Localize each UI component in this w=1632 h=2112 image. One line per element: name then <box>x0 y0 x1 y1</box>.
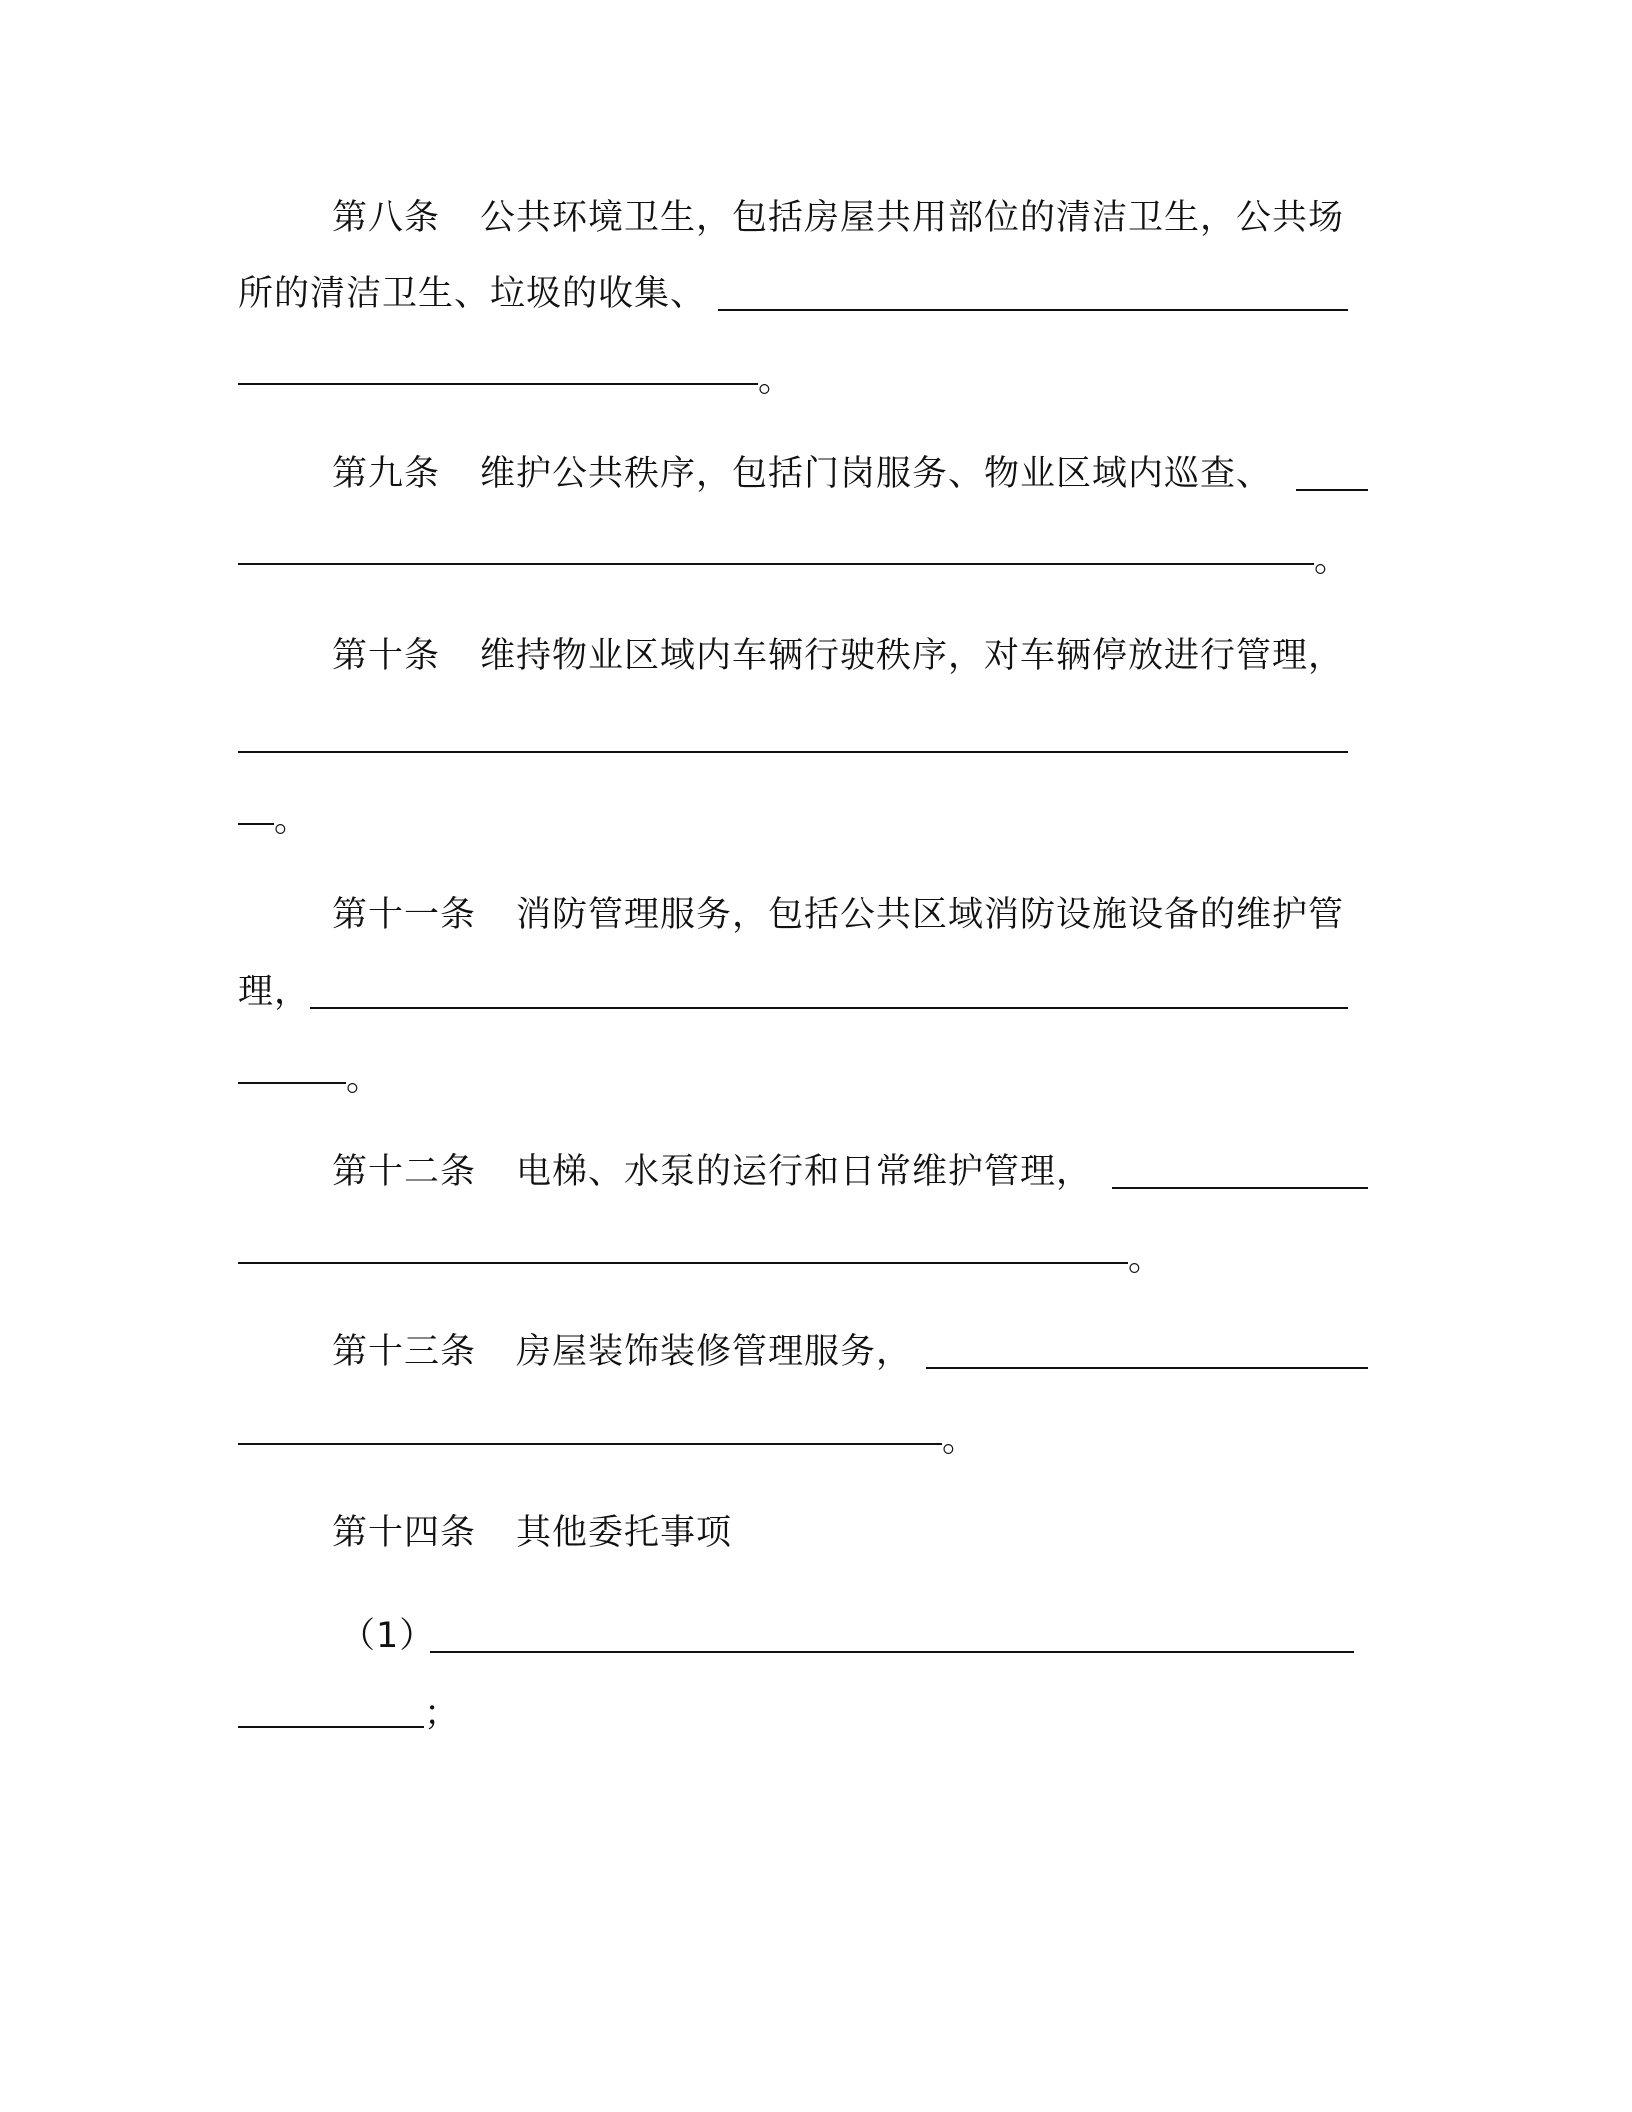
article-12-number: 第十二条 <box>332 1152 477 1192</box>
article-13-blank-1 <box>926 1367 1368 1369</box>
item-1-blank-2 <box>238 1726 424 1728</box>
article-8-line1 <box>332 196 1344 240</box>
article-12-blank-2 <box>238 1262 1128 1264</box>
article-8-line2: 所的清洁卫生、垃圾的收集、 <box>238 274 707 314</box>
article-12-blank-1 <box>1112 1187 1368 1189</box>
article-10-number: 第十条 <box>332 636 441 676</box>
article-10-line1 <box>332 634 1344 678</box>
article-11-text: 消防管理服务，包括公共区域消防设施设备的维护管 <box>516 895 1345 935</box>
article-13-number: 第十三条 <box>332 1332 477 1372</box>
article-14-text: 其他委托事项 <box>516 1513 733 1553</box>
article-14-number: 第十四条 <box>332 1513 477 1553</box>
article-13-text: 房屋装饰装修管理服务， <box>516 1332 913 1372</box>
article-11-line2: 理， <box>238 972 311 1012</box>
article-13-blank-2 <box>238 1443 942 1445</box>
item-1-blank-1 <box>430 1651 1354 1653</box>
article-10-end: 。 <box>274 800 311 840</box>
article-11-line1 <box>332 893 1344 937</box>
article-11-number: 第十一条 <box>332 895 477 935</box>
article-10-blank-1 <box>238 751 1348 753</box>
article-8-end: 。 <box>758 360 795 400</box>
article-14-line1 <box>332 1511 732 1555</box>
article-10-text: 维持物业区域内车辆行驶秩序，对车辆停放进行管理， <box>480 636 1345 676</box>
article-9-text: 维护公共秩序，包括门岗服务、物业区域内巡查、 <box>480 454 1273 494</box>
article-9-line1 <box>332 452 1272 496</box>
article-13-end: 。 <box>942 1420 979 1460</box>
article-12-text: 电梯、水泵的运行和日常维护管理， <box>516 1152 1093 1192</box>
article-10-blank-2 <box>238 823 274 825</box>
article-12-end: 。 <box>1128 1239 1165 1279</box>
article-11-end: 。 <box>346 1059 383 1099</box>
article-12-line1 <box>332 1150 1092 1194</box>
article-9-blank-1 <box>1296 489 1368 491</box>
article-11-blank-1 <box>310 1007 1348 1009</box>
article-8-number: 第八条 <box>332 198 441 238</box>
article-9-number: 第九条 <box>332 454 441 494</box>
item-1-label: （1） <box>340 1616 436 1656</box>
article-9-end: 。 <box>1314 540 1351 580</box>
article-8-blank-1 <box>718 309 1348 311</box>
article-8-text: 公共环境卫生，包括房屋共用部位的清洁卫生，公共场 <box>480 198 1345 238</box>
article-13-line1 <box>332 1330 912 1374</box>
item-1-end: ； <box>424 1694 461 1734</box>
article-8-blank-2 <box>238 383 758 385</box>
article-9-blank-2 <box>238 563 1314 565</box>
article-11-blank-2 <box>238 1082 346 1084</box>
